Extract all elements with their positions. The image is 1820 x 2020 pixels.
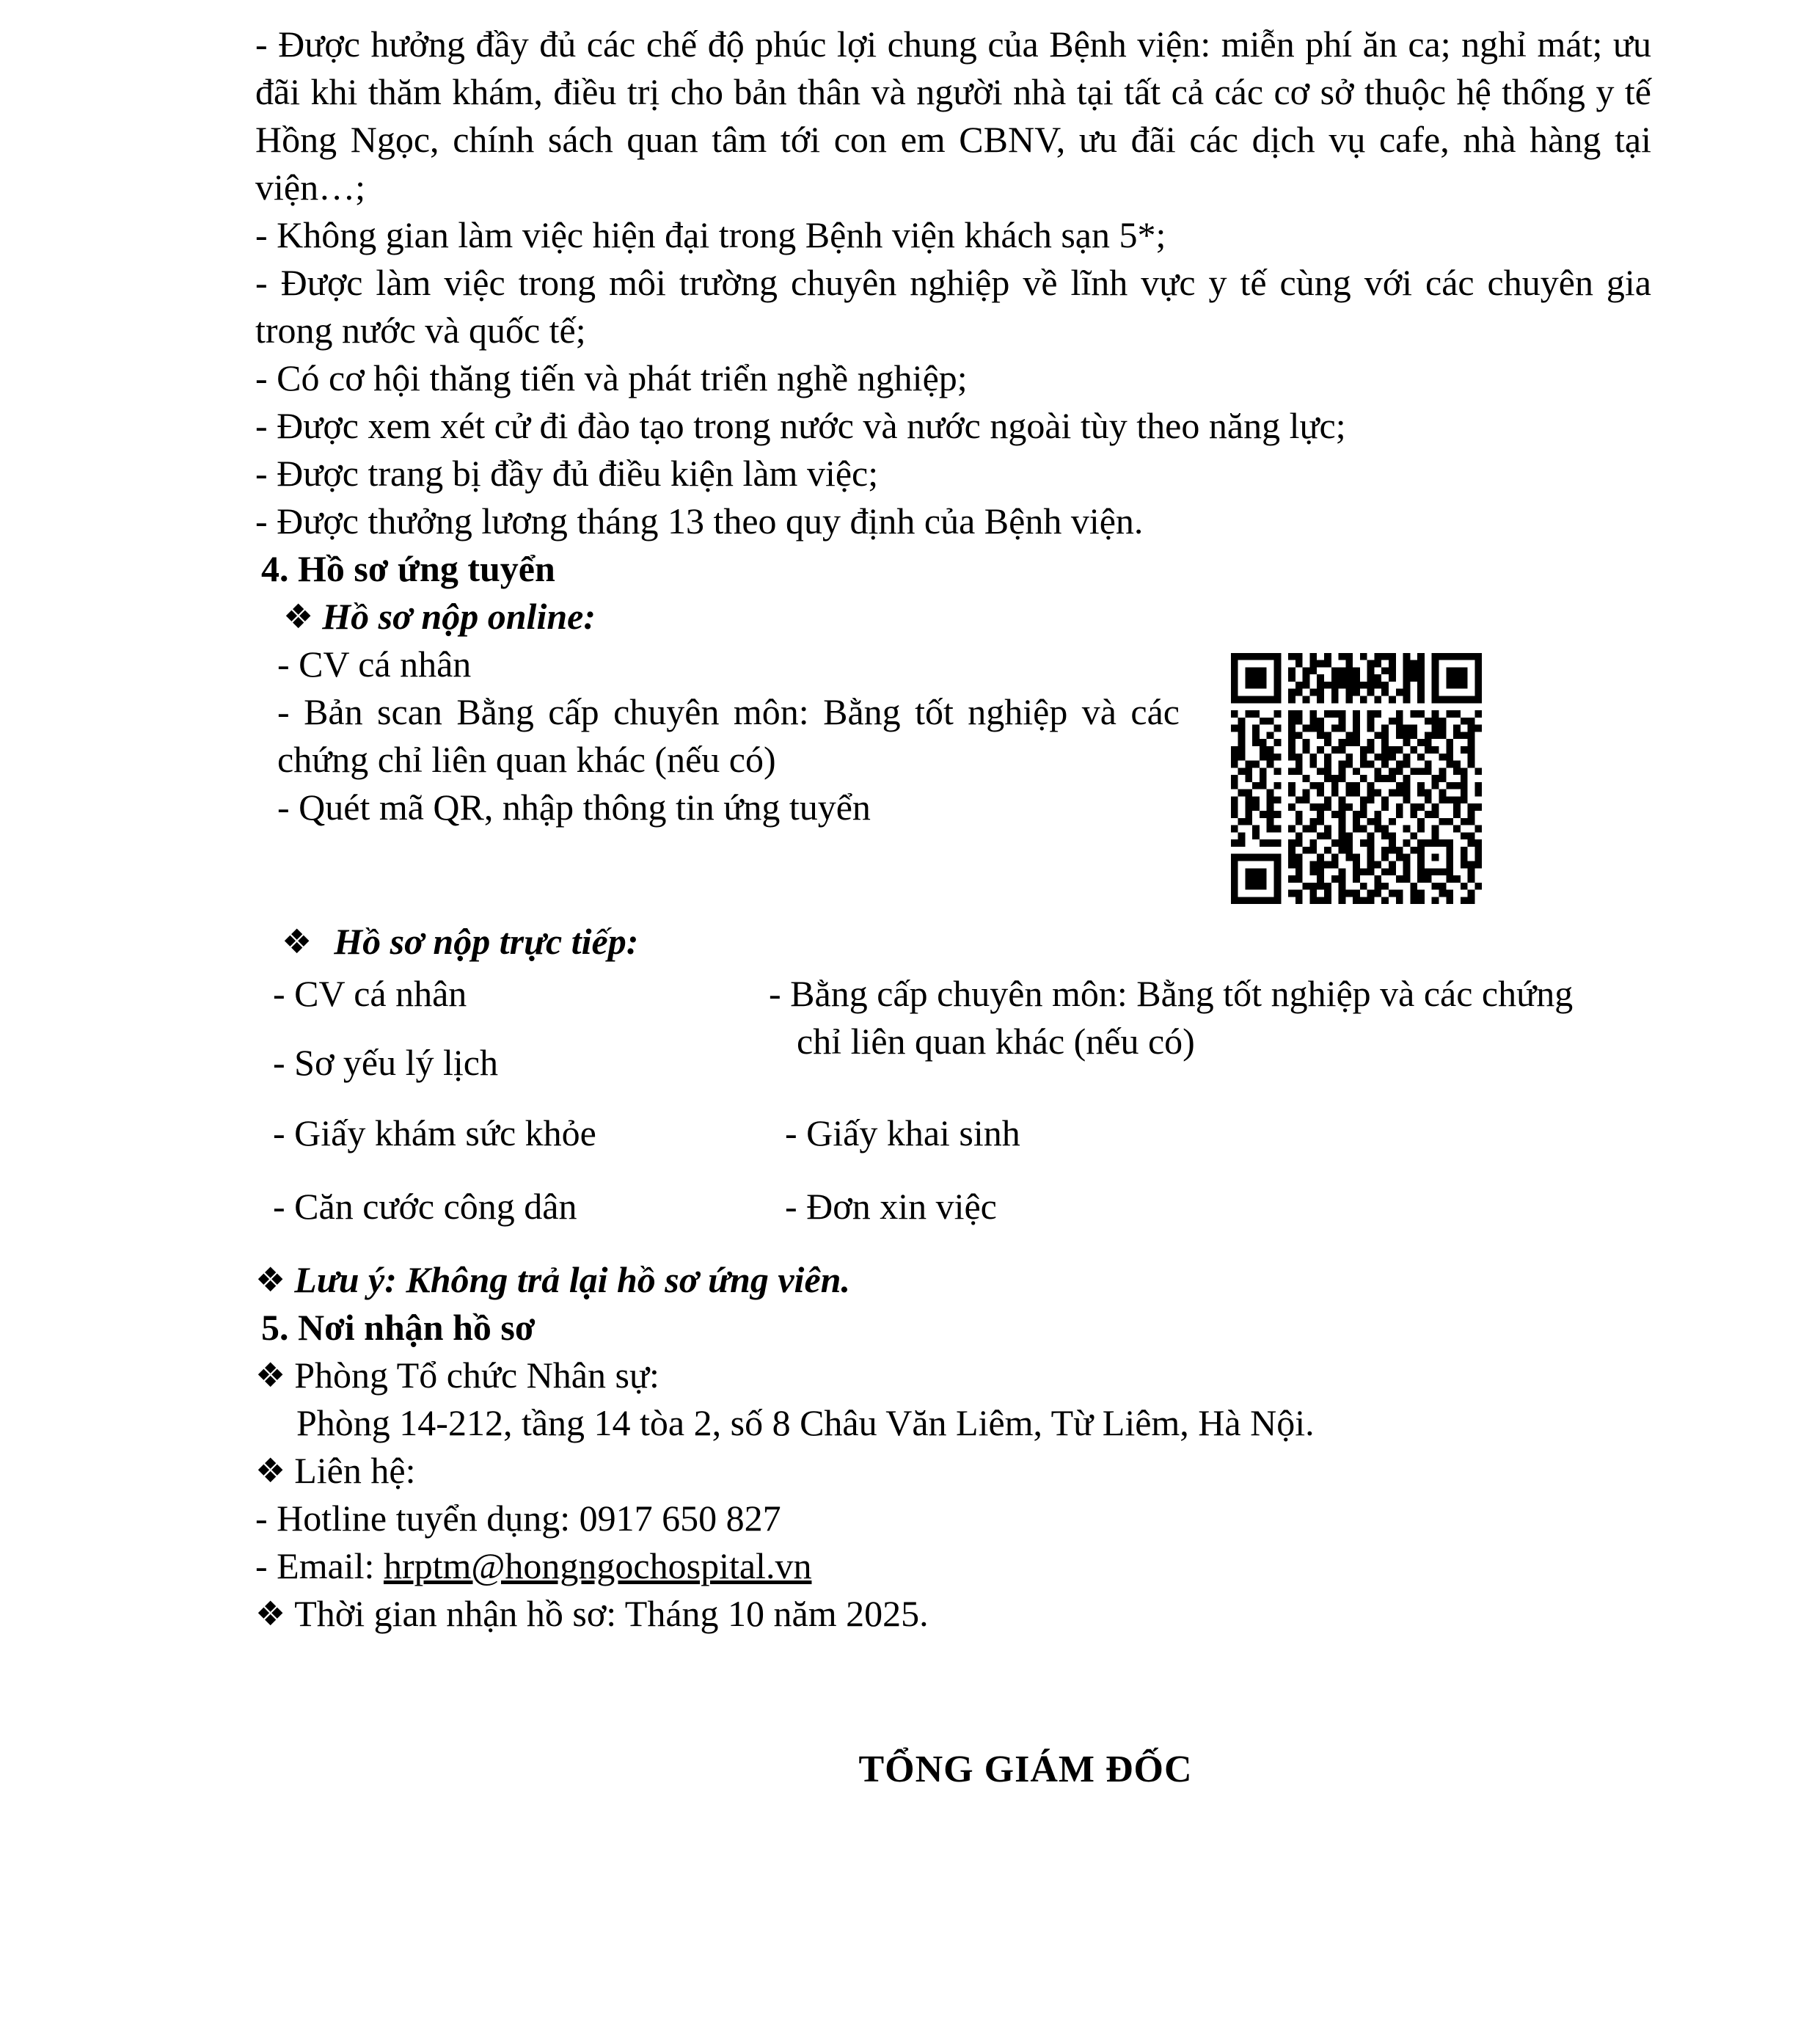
qr-code-icon bbox=[1224, 646, 1489, 911]
doc-item-left: - Căn cước công dân bbox=[273, 1186, 577, 1227]
benefit-item: - Được xem xét cử đi đào tạo trong nước và nước ngoài tùy theo năng lực; bbox=[255, 405, 1346, 446]
online-item: - CV cá nhân bbox=[277, 643, 472, 685]
doc-item-left: - Sơ yếu lý lịch bbox=[273, 1042, 498, 1083]
contact-line bbox=[255, 1447, 1651, 1495]
diamond-bullet-icon: ❖ bbox=[282, 922, 313, 961]
email-link[interactable]: hrptm@hongngochospital.vn bbox=[383, 1545, 812, 1586]
benefit-item: - Có cơ hội thăng tiến và phát triển nghề nghiệp; bbox=[255, 357, 968, 398]
online-application-block bbox=[255, 593, 1651, 831]
email-line bbox=[255, 1542, 1651, 1590]
application-note-label: Lưu ý: Không trả lại hồ sơ ứng viên. bbox=[294, 1259, 850, 1300]
signature-title: TỔNG GIÁM ĐỐC bbox=[858, 1749, 1193, 1790]
benefit-item: - Được thưởng lương tháng 13 theo quy định của Bệnh viện. bbox=[255, 500, 1144, 542]
diamond-bullet-icon: ❖ bbox=[255, 1451, 286, 1490]
doc-item-right: - Giấy khai sinh bbox=[785, 1112, 1020, 1153]
diamond-bullet-icon: ❖ bbox=[255, 1594, 286, 1633]
diamond-bullet-icon: ❖ bbox=[255, 1260, 286, 1299]
benefit-item: - Không gian làm việc hiện đại trong Bệnh viện khách sạn 5*; bbox=[255, 214, 1166, 255]
benefit-item: - Được trang bị đầy đủ điều kiện làm việc; bbox=[255, 453, 879, 494]
deadline-label: Thời gian nhận hồ sơ: Tháng 10 năm 2025. bbox=[294, 1593, 929, 1634]
direct-submission-heading bbox=[255, 918, 1651, 966]
direct-submission-label: Hồ sơ nộp trực tiếp: bbox=[334, 921, 639, 962]
table-row bbox=[255, 970, 1651, 1109]
online-submission-heading bbox=[255, 593, 1651, 641]
contact-label: Liên hệ: bbox=[294, 1450, 416, 1491]
diamond-bullet-icon: ❖ bbox=[255, 1355, 286, 1395]
application-note bbox=[255, 1256, 1651, 1304]
doc-item-right-line2: chỉ liên quan khác (nếu có) bbox=[797, 1021, 1195, 1062]
office-address: Phòng 14-212, tầng 14 tòa 2, số 8 Châu Văn Liêm, Từ Liêm, Hà Nội. bbox=[296, 1402, 1315, 1443]
hr-department-label: Phòng Tổ chức Nhân sự: bbox=[294, 1354, 659, 1396]
deadline-line bbox=[255, 1590, 1651, 1638]
hotline-line: - Hotline tuyển dụng: 0917 650 827 bbox=[255, 1498, 781, 1539]
doc-item-right-line1: - Bằng cấp chuyên môn: Bằng tốt nghiệp và các chứng bbox=[769, 973, 1574, 1014]
email-label: - Email: bbox=[255, 1545, 384, 1586]
online-submission-label: Hồ sơ nộp online: bbox=[322, 596, 596, 637]
doc-item-left: - Giấy khám sức khỏe bbox=[273, 1112, 596, 1153]
table-row bbox=[255, 1109, 1651, 1183]
benefit-item: - Được làm việc trong môi trường chuyên nghiệp về lĩnh vực y tế cùng với các chuyên gia trong nước và quốc tế; bbox=[255, 262, 1651, 351]
doc-item-right: - Đơn xin việc bbox=[785, 1186, 997, 1227]
diamond-bullet-icon: ❖ bbox=[283, 597, 314, 636]
hr-department-line bbox=[255, 1352, 1651, 1399]
online-item: - Bản scan Bằng cấp chuyên môn: Bằng tốt nghiệp và các chứng chỉ liên quan khác (nếu có) bbox=[277, 691, 1180, 780]
benefits-section bbox=[255, 21, 1651, 545]
direct-documents-table bbox=[255, 970, 1651, 1256]
doc-item-left: - CV cá nhân bbox=[273, 973, 467, 1014]
section-5-heading: 5. Nơi nhận hồ sơ bbox=[261, 1307, 536, 1348]
online-item: - Quét mã QR, nhập thông tin ứng tuyển bbox=[277, 787, 871, 828]
table-row bbox=[255, 1183, 1651, 1256]
benefit-item: - Được hưởng đầy đủ các chế độ phúc lợi chung của Bệnh viện: miễn phí ăn ca; nghỉ mát; ưu đãi khi thăm khám, điều trị cho bản thân và người nhà tại tất cả các cơ sở thuộc hệ thống y tế Hồng Ngọc, chính sách quan tâm tới con em CBNV, ưu đãi các dịch vụ cafe, nhà hàng tại viện…; bbox=[255, 23, 1651, 208]
section-4-heading: 4. Hồ sơ ứng tuyển bbox=[261, 548, 555, 589]
